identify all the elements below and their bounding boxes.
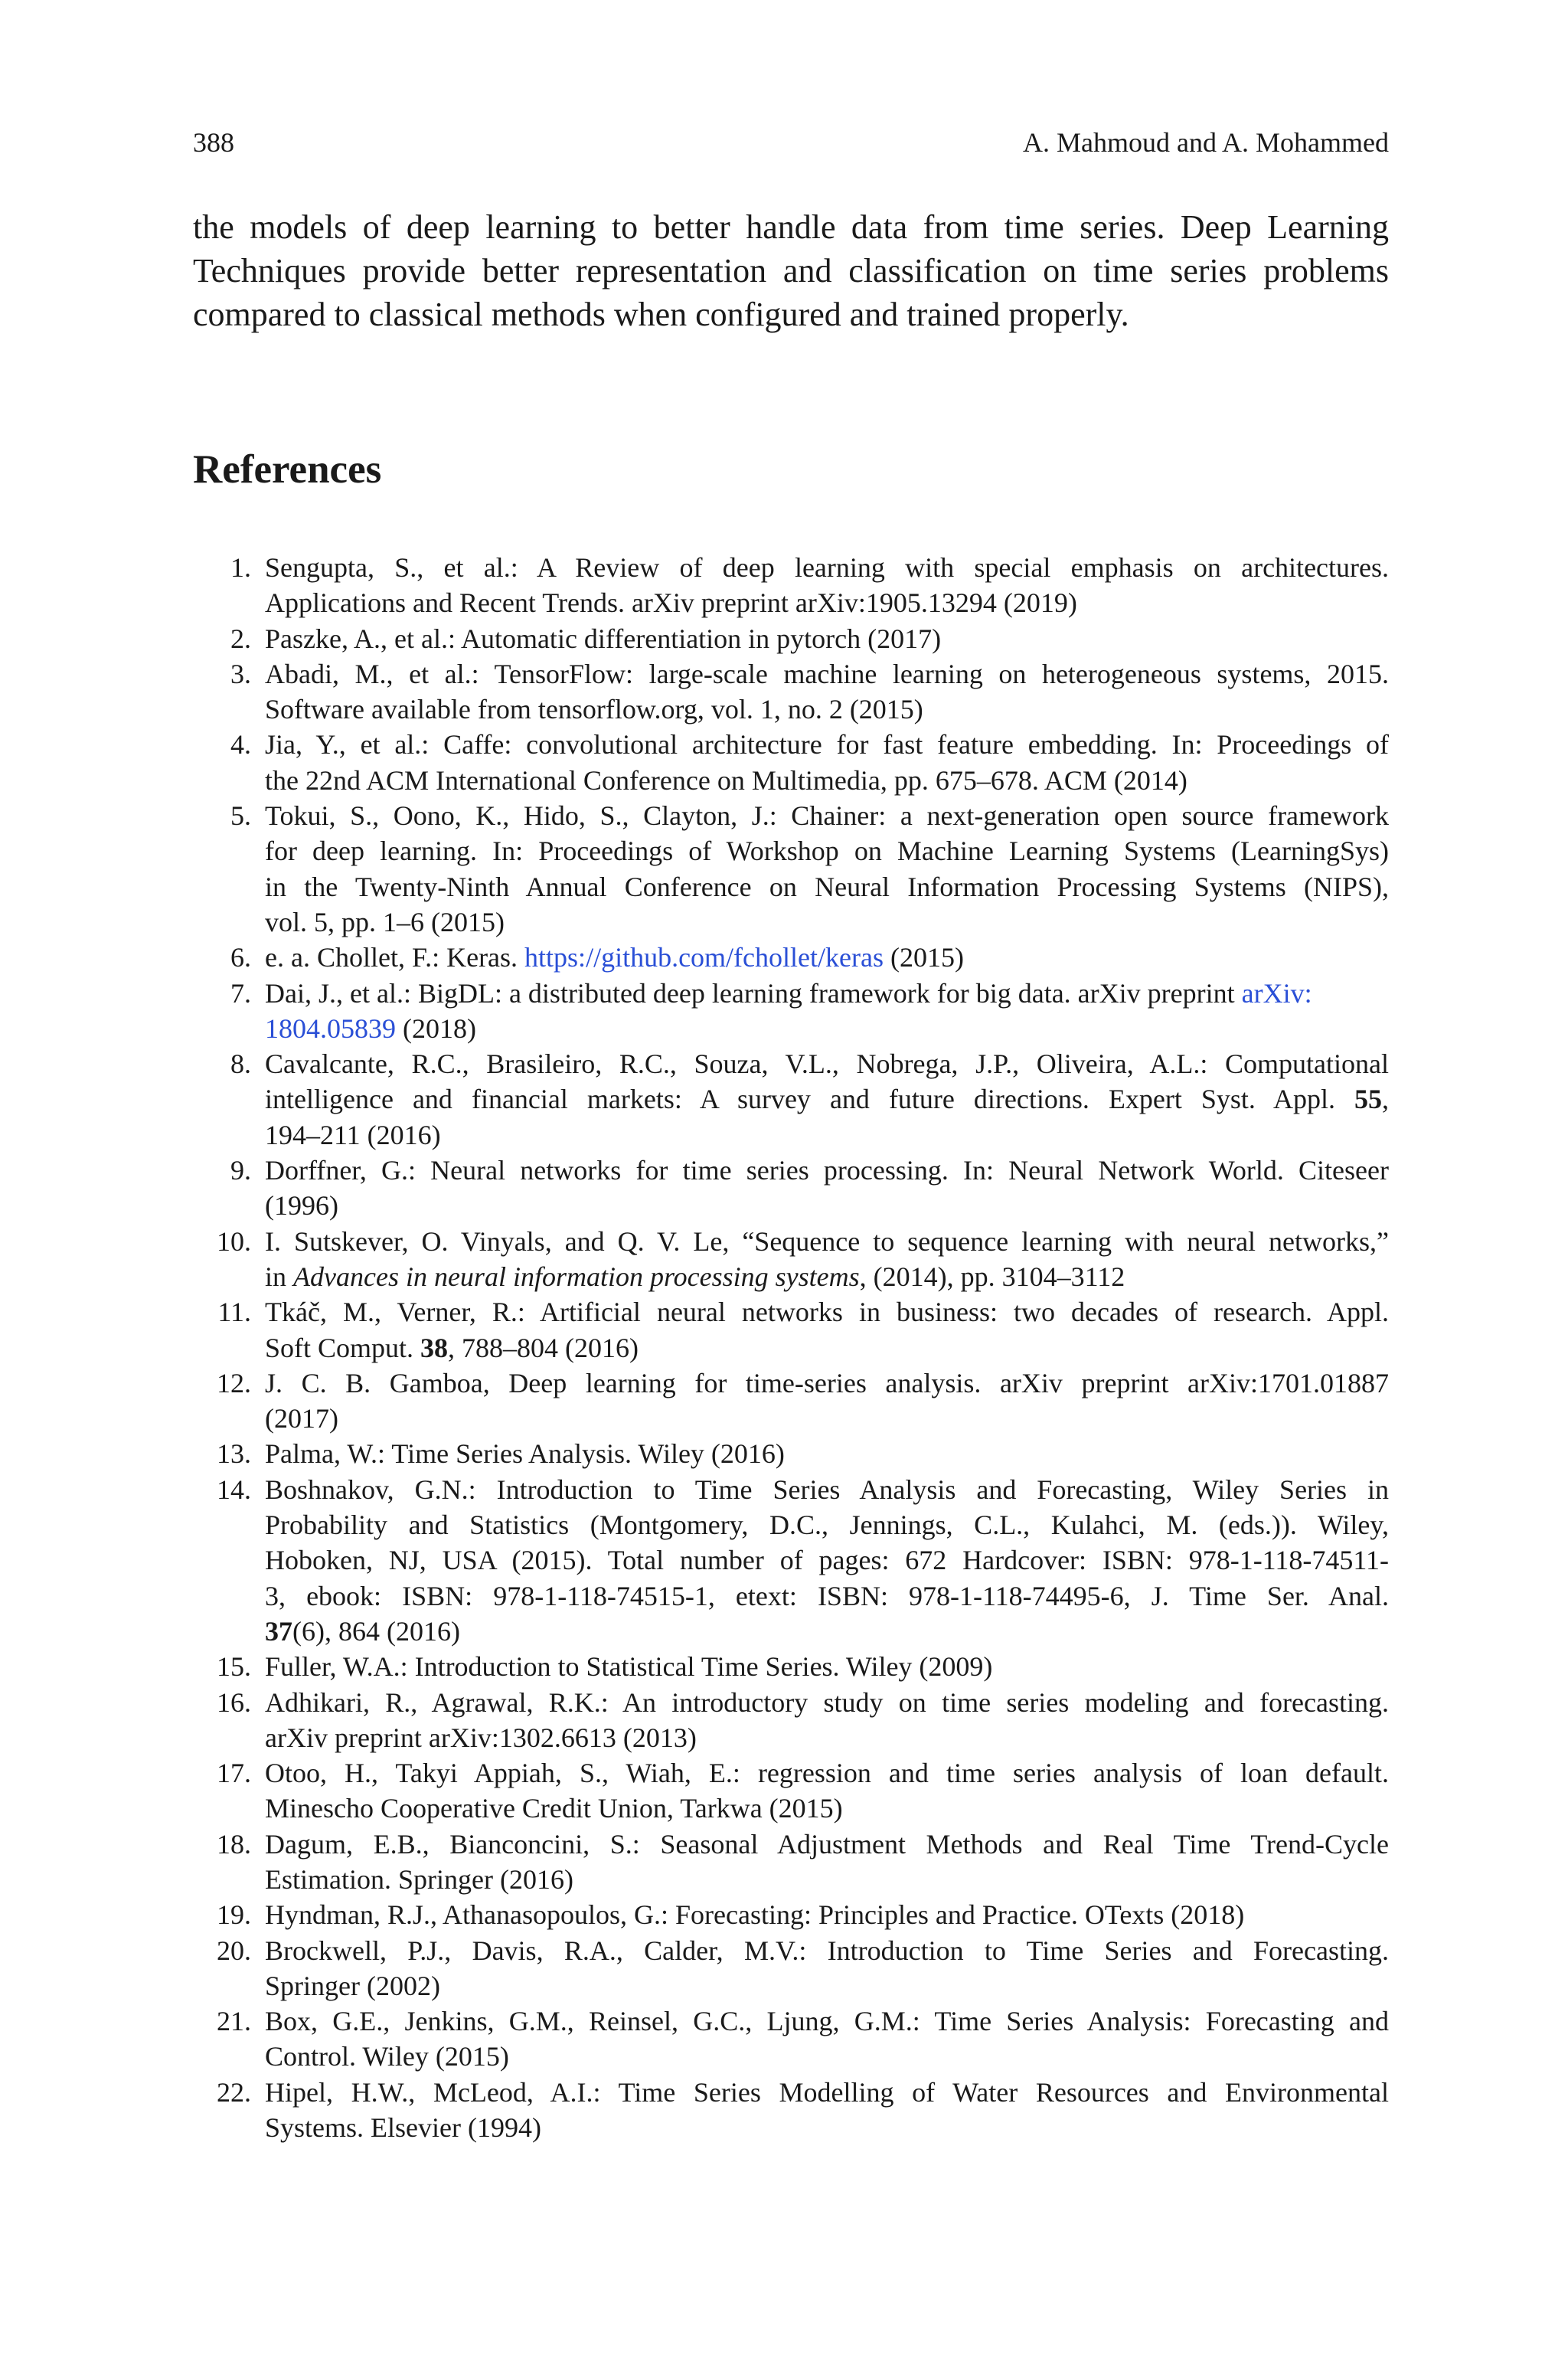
reference-line <box>265 940 1389 975</box>
reference-text: , 788–804 (2016) <box>448 1332 639 1363</box>
reference-line: J. C. B. Gamboa, Deep learning for time-series analysis. arXiv preprint arXiv:1701.01887 <box>265 1367 1389 1398</box>
volume-number: 38 <box>420 1332 449 1363</box>
reference-item <box>193 1649 1389 1684</box>
reference-list <box>193 550 1389 2145</box>
reference-line <box>265 1330 1389 1366</box>
reference-line: (2017) <box>265 1403 338 1434</box>
reference-item <box>193 1224 1389 1295</box>
venue-title: Advances in neural information processing systems <box>293 1261 860 1292</box>
reference-line: Cavalcante, R.C., Brasileiro, R.C., Souza, V.L., Nobrega, J.P., Oliveira, A.L.: Computational <box>265 1048 1389 1080</box>
reference-line: vol. 5, pp. 1–6 (2015) <box>265 906 505 937</box>
reference-line: Boshnakov, G.N.: Introduction to Time Series Analysis and Forecasting, Wiley Series in <box>265 1474 1389 1505</box>
reference-number: 20. <box>217 1935 251 1966</box>
reference-line: arXiv preprint arXiv:1302.6613 (2013) <box>265 1722 697 1753</box>
reference-item <box>193 621 1389 656</box>
reference-line: Jia, Y., et al.: Caffe: convolutional architecture for fast feature embedding. In: Proceedings of <box>265 729 1389 761</box>
reference-number: 3. <box>230 658 251 689</box>
reference-line: Hoboken, NJ, USA (2015). Total number of pages: 672 Hardcover: ISBN: 978-1-118-74511- <box>265 1545 1389 1576</box>
reference-item <box>193 1933 1389 2004</box>
reference-line: the 22nd ACM International Conference on Multimedia, pp. 675–678. ACM (2014) <box>265 764 1187 796</box>
reference-line: for deep learning. In: Proceedings of Workshop on Machine Learning Systems (LearningSys) <box>265 836 1389 867</box>
body-line: the models of deep learning to better handle data from time series. Deep Learning <box>193 208 1389 246</box>
reference-line: 194–211 (2016) <box>265 1119 441 1150</box>
reference-number: 17. <box>217 1758 251 1789</box>
reference-line: Estimation. Springer (2016) <box>265 1863 573 1895</box>
body-line: Techniques provide better representation and classification on time series problems <box>193 252 1389 289</box>
reference-line: Dagum, E.B., Bianconcini, S.: Seasonal Adjustment Methods and Real Time Trend-Cycle <box>265 1828 1389 1860</box>
reference-line <box>265 1259 1389 1294</box>
reference-line <box>265 1081 1389 1117</box>
reference-line: in the Twenty-Ninth Annual Conference on Neural Information Processing Systems (NIPS), <box>265 871 1389 902</box>
body-line: compared to classical methods when configured and trained properly. <box>193 296 1129 333</box>
volume-number: 37 <box>265 1615 292 1647</box>
reference-line: Tokui, S., Oono, K., Hido, S., Clayton, J.: Chainer: a next-generation open source framework <box>265 800 1389 832</box>
reference-text: in <box>265 1261 294 1292</box>
reference-item <box>193 1472 1389 1649</box>
reference-line: I. Sutskever, O. Vinyals, and Q. V. Le, “Sequence to sequence learning with neural networks,” <box>265 1225 1389 1257</box>
reference-text: (6), 864 (2016) <box>292 1615 460 1647</box>
reference-line: Tkáč, M., Verner, R.: Artificial neural networks in business: two decades of research. Appl. <box>265 1297 1389 1328</box>
reference-number: 13. <box>217 1438 251 1470</box>
running-header <box>193 126 1389 159</box>
reference-line: Palma, W.: Time Series Analysis. Wiley (2016) <box>265 1438 785 1470</box>
reference-text: , (2014), pp. 3104–3112 <box>859 1261 1125 1292</box>
reference-line: Hyndman, R.J., Athanasopoulos, G.: Forecasting: Principles and Practice. OTexts (2018) <box>265 1899 1245 1931</box>
reference-text: (2018) <box>396 1012 476 1044</box>
reference-item <box>193 1897 1389 1932</box>
reference-line <box>265 976 1389 1011</box>
reference-line: Fuller, W.A.: Introduction to Statistical Time Series. Wiley (2009) <box>265 1651 993 1683</box>
reference-line: Springer (2002) <box>265 1970 440 2001</box>
reference-item <box>193 1046 1389 1153</box>
reference-text: (2015) <box>883 942 964 973</box>
reference-number: 10. <box>217 1225 251 1257</box>
reference-line: Box, G.E., Jenkins, G.M., Reinsel, G.C., Ljung, G.M.: Time Series Analysis: Forecasting and <box>265 2006 1389 2037</box>
reference-item <box>193 1294 1389 1366</box>
reference-line: Adhikari, R., Agrawal, R.K.: An introductory study on time series modeling and forecasting. <box>265 1686 1389 1718</box>
reference-line: Minescho Cooperative Credit Union, Tarkwa (2015) <box>265 1793 843 1824</box>
reference-item <box>193 1755 1389 1827</box>
references-heading: References <box>193 447 382 492</box>
reference-item <box>193 976 1389 1047</box>
reference-item <box>193 940 1389 975</box>
reference-line: Probability and Statistics (Montgomery, D.C., Jennings, C.L., Kulahci, M. (eds.)). Wiley, <box>265 1510 1389 1541</box>
reference-line: Control. Wiley (2015) <box>265 2041 509 2072</box>
keras-link[interactable]: https://github.com/fchollet/keras <box>524 942 884 973</box>
reference-item <box>193 1153 1389 1224</box>
reference-number: 4. <box>230 729 251 761</box>
reference-item <box>193 1366 1389 1437</box>
reference-line: Otoo, H., Takyi Appiah, S., Wiah, E.: regression and time series analysis of loan default. <box>265 1758 1389 1789</box>
reference-number: 9. <box>230 1155 251 1186</box>
reference-number: 16. <box>217 1686 251 1718</box>
reference-line: Dorffner, G.: Neural networks for time series processing. In: Neural Network World. Citeseer <box>265 1155 1389 1186</box>
reference-line: Abadi, M., et al.: TensorFlow: large-scale machine learning on heterogeneous systems, 2015. <box>265 658 1389 689</box>
reference-item <box>193 1685 1389 1756</box>
reference-number: 12. <box>217 1367 251 1398</box>
running-authors: A. Mahmoud and A. Mohammed <box>1023 127 1389 158</box>
reference-item <box>193 2075 1389 2146</box>
volume-number: 55 <box>1354 1084 1382 1115</box>
reference-line: 3, ebook: ISBN: 978-1-118-74515-1, etext: ISBN: 978-1-118-74495-6, J. Time Ser. Anal. <box>265 1580 1389 1611</box>
reference-line: Applications and Recent Trends. arXiv preprint arXiv:1905.13294 (2019) <box>265 587 1077 619</box>
reference-number: 14. <box>217 1474 251 1505</box>
reference-text: Dai, J., et al.: BigDL: a distributed deep learning framework for big data. arXiv preprint <box>265 977 1242 1009</box>
reference-line: Sengupta, S., et al.: A Review of deep learning with special emphasis on architectures. <box>265 552 1389 583</box>
reference-number: 19. <box>217 1899 251 1931</box>
reference-number: 2. <box>230 623 251 654</box>
reference-line: Software available from tensorflow.org, vol. 1, no. 2 (2015) <box>265 694 923 725</box>
reference-item <box>193 550 1389 621</box>
reference-text: e. a. Chollet, F.: Keras. <box>265 942 525 973</box>
reference-item <box>193 656 1389 728</box>
reference-number: 8. <box>230 1048 251 1080</box>
arxiv-link[interactable]: 1804.05839 <box>265 1012 396 1044</box>
reference-number: 11. <box>217 1297 251 1328</box>
reference-line: Systems. Elsevier (1994) <box>265 2112 541 2144</box>
reference-item <box>193 1436 1389 1471</box>
reference-number: 21. <box>217 2006 251 2037</box>
reference-item <box>193 1827 1389 1898</box>
reference-item <box>193 727 1389 798</box>
reference-text: intelligence and financial markets: A survey and future directions. Expert Syst. Appl. <box>265 1084 1354 1115</box>
reference-line <box>265 1011 1389 1046</box>
reference-number: 22. <box>217 2076 251 2108</box>
reference-line: (1996) <box>265 1190 338 1222</box>
page-number: 388 <box>193 127 234 158</box>
reference-item <box>193 798 1389 940</box>
reference-number: 15. <box>217 1651 251 1683</box>
reference-text: , <box>1382 1084 1389 1115</box>
reference-text: Soft Comput. <box>265 1332 421 1363</box>
reference-number: 6. <box>230 942 251 973</box>
reference-number: 5. <box>230 800 251 832</box>
body-paragraph <box>193 205 1389 336</box>
reference-line: Paszke, A., et al.: Automatic differentiation in pytorch (2017) <box>265 623 942 654</box>
reference-line: Hipel, H.W., McLeod, A.I.: Time Series Modelling of Water Resources and Environmental <box>265 2076 1389 2108</box>
reference-line: Brockwell, P.J., Davis, R.A., Calder, M.V.: Introduction to Time Series and Forecasting. <box>265 1935 1389 1966</box>
arxiv-link[interactable]: arXiv: <box>1241 977 1312 1009</box>
reference-number: 18. <box>217 1828 251 1860</box>
reference-number: 1. <box>230 552 251 583</box>
reference-item <box>193 2003 1389 2075</box>
reference-number: 7. <box>230 977 251 1009</box>
reference-line <box>265 1614 1389 1649</box>
